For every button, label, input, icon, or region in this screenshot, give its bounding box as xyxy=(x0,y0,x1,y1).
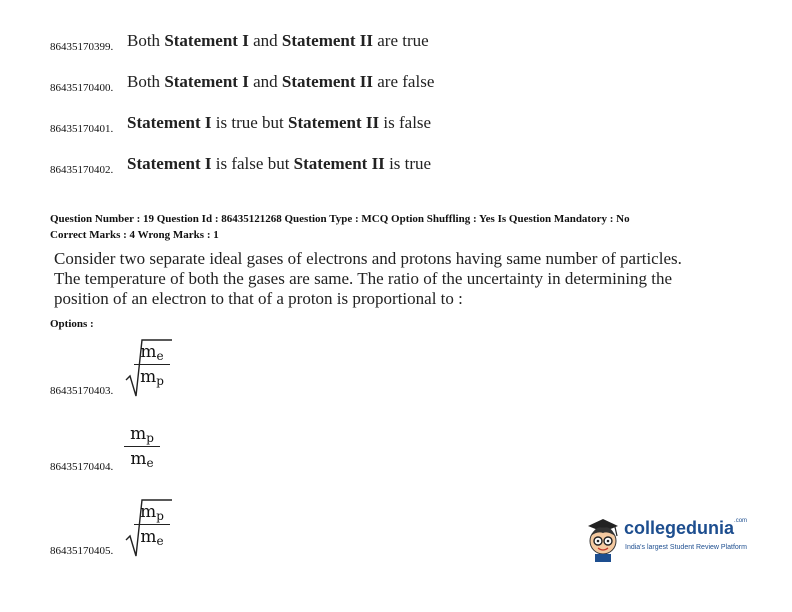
logo-wordmark: collegedunia$^{.com}$ xyxy=(624,518,748,538)
option-id-2: 86435170400. xyxy=(50,82,114,94)
option-text-4 xyxy=(127,154,431,174)
option-text-2-part3: are false xyxy=(373,72,435,91)
statement-i-label: Statement I xyxy=(164,31,249,50)
option-b-numerator: $m_p$ xyxy=(130,424,154,445)
option-text-2-part2: and xyxy=(248,72,282,91)
option-a-fraction xyxy=(134,342,170,387)
question-text xyxy=(54,249,774,309)
question-text-line1: Consider two separate ideal gases of electrons and protons having same number of particles. xyxy=(54,249,682,268)
statement-i-label: Statement I xyxy=(164,72,249,91)
option-text-3 xyxy=(127,113,431,133)
option-text-2-part1: Both xyxy=(127,72,165,91)
option-id-b: 86435170404. xyxy=(50,461,114,473)
option-id-4: 86435170402. xyxy=(50,164,114,176)
collegedunia-logo xyxy=(584,516,754,564)
option-text-1-part1: Both xyxy=(127,31,165,50)
question-text-line2: The temperature of both the gases are same. The ratio of the uncertainty in determining the xyxy=(54,269,673,288)
option-a-numerator: $m_e$ xyxy=(140,342,164,363)
statement-ii-label: Statement II xyxy=(288,113,380,132)
statement-ii-label: Statement II xyxy=(293,154,385,173)
option-text-4-part2: is false but xyxy=(211,154,294,173)
option-b-fraction xyxy=(124,424,160,469)
option-a-denominator: $m_p$ xyxy=(140,367,164,388)
question-meta-line1: Question Number : 19 Question Id : 86435121268 Question Type : MCQ Option Shuffling : Yes Is Question Mandatory : No xyxy=(50,213,630,225)
option-text-2 xyxy=(127,72,434,92)
option-text-3-part2: is true but xyxy=(211,113,289,132)
fraction-bar xyxy=(124,446,160,447)
option-text-1-part2: and xyxy=(248,31,282,50)
option-text-1 xyxy=(127,31,429,51)
option-text-1-part3: are true xyxy=(373,31,429,50)
fraction-bar xyxy=(134,524,170,525)
statement-ii-label: Statement II xyxy=(281,31,374,50)
mascot-icon xyxy=(584,516,622,562)
logo-tagline: India's largest Student Review Platform xyxy=(625,544,747,551)
statement-ii-label: Statement II xyxy=(281,72,374,91)
statement-i-label: Statement I xyxy=(127,154,212,173)
question-meta-line2: Correct Marks : 4 Wrong Marks : 1 xyxy=(50,229,219,241)
option-c-fraction xyxy=(134,502,170,547)
option-b-denominator: $m_e$ xyxy=(130,449,154,470)
option-text-4-part3: is true xyxy=(384,154,432,173)
option-text-3-part3: is false xyxy=(379,113,432,132)
question-text-line3: position of an electron to that of a proton is proportional to : xyxy=(54,289,463,308)
option-id-a: 86435170403. xyxy=(50,385,114,397)
option-c-numerator: $m_p$ xyxy=(140,502,164,523)
statement-i-label: Statement I xyxy=(127,113,212,132)
options-label: Options : xyxy=(50,318,94,330)
option-id-c: 86435170405. xyxy=(50,545,114,557)
option-id-1: 86435170399. xyxy=(50,41,114,53)
fraction-bar xyxy=(134,364,170,365)
option-c-denominator: $m_e$ xyxy=(140,527,164,548)
option-id-3: 86435170401. xyxy=(50,123,114,135)
